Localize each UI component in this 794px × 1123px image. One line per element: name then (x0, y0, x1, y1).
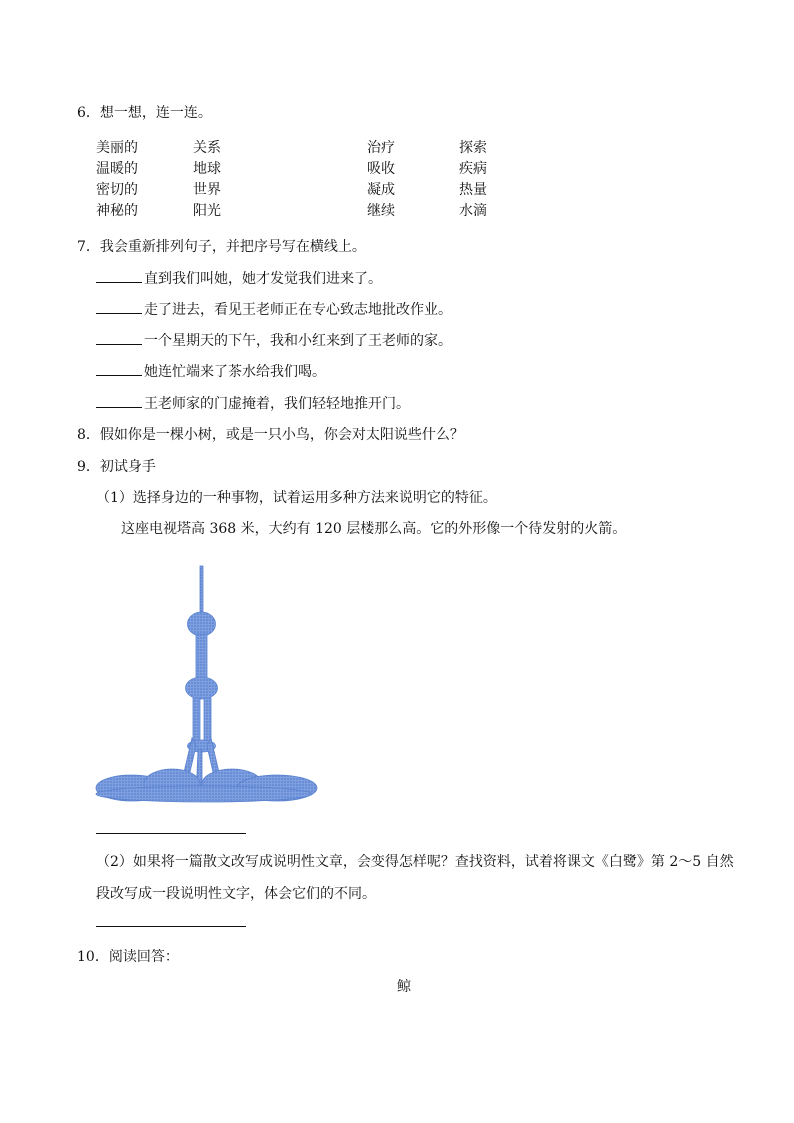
answer-blank[interactable] (96, 395, 142, 408)
tv-tower-icon (92, 562, 324, 810)
answer-line[interactable] (96, 926, 246, 927)
match-item[interactable]: 密切的 (96, 182, 138, 198)
match-item[interactable]: 关系 (193, 140, 221, 156)
answer-blank[interactable] (96, 332, 142, 345)
sequence-item (96, 299, 452, 319)
sequence-item (96, 330, 452, 350)
match-item[interactable]: 吸收 (367, 161, 395, 177)
match-item[interactable]: 神秘的 (96, 203, 138, 219)
tv-tower-illustration (92, 562, 324, 810)
sequence-text: 她连忙端来了茶水给我们喝。 (144, 364, 326, 380)
question-9-title: 9．初试身手 (77, 459, 156, 475)
match-column-adjectives (96, 138, 138, 222)
question-8-title: 8．假如你是一棵小树，或是一只小鸟，你会对太阳说些什么？ (77, 427, 464, 443)
answer-blank[interactable] (96, 301, 142, 314)
question-6-title: 6．想一想，连一连。 (77, 105, 212, 121)
question-9-part-1: （1）选择身边的一种事物，试着运用多种方法来说明它的特征。 (96, 490, 497, 506)
sequence-item (96, 393, 410, 413)
sequence-text: 一个星期天的下午，我和小红来到了王老师的家。 (144, 333, 452, 349)
question-9-part-2: （2）如果将一篇散文改写成说明性文章，会变得怎样呢？查找资料，试着将课文《白鹭》第 2～5 自然 (96, 854, 734, 870)
sequence-item (96, 361, 326, 381)
answer-blank[interactable] (96, 270, 142, 283)
example-sentence: 这座电视塔高 368 米，大约有 120 层楼那么高。它的外形像一个待发射的火箭。 (121, 521, 627, 537)
sequence-item (96, 268, 382, 288)
match-item[interactable]: 热量 (459, 182, 487, 198)
sequence-text: 直到我们叫她，她才发觉我们进来了。 (144, 271, 382, 287)
match-item[interactable]: 地球 (193, 161, 221, 177)
match-item[interactable]: 温暖的 (96, 161, 138, 177)
match-column-nouns (193, 138, 221, 222)
match-item[interactable]: 探索 (459, 140, 487, 156)
match-item[interactable]: 世界 (193, 182, 221, 198)
sequence-text: 走了进去，看见王老师正在专心致志地批改作业。 (144, 302, 452, 318)
match-item[interactable]: 水滴 (459, 203, 487, 219)
match-item[interactable]: 治疗 (367, 140, 395, 156)
question-9-part-2-continued: 段改写成一段说明性文字，体会它们的不同。 (96, 886, 376, 902)
question-7-title: 7．我会重新排列句子，并把序号写在横线上。 (77, 239, 366, 255)
match-item[interactable]: 继续 (367, 203, 395, 219)
match-item[interactable]: 阳光 (193, 203, 221, 219)
match-item[interactable]: 疾病 (459, 161, 487, 177)
answer-blank[interactable] (96, 363, 142, 376)
match-column-verbs (367, 138, 395, 222)
answer-line[interactable] (96, 833, 246, 834)
sequence-text: 王老师家的门虚掩着，我们轻轻地推开门。 (144, 396, 410, 412)
match-item[interactable]: 凝成 (367, 182, 395, 198)
match-column-objects (459, 138, 487, 222)
match-item[interactable]: 美丽的 (96, 140, 138, 156)
question-10-title: 10．阅读回答： (77, 949, 179, 965)
passage-title: 鲸 (397, 979, 411, 995)
matching-grid (96, 138, 516, 226)
